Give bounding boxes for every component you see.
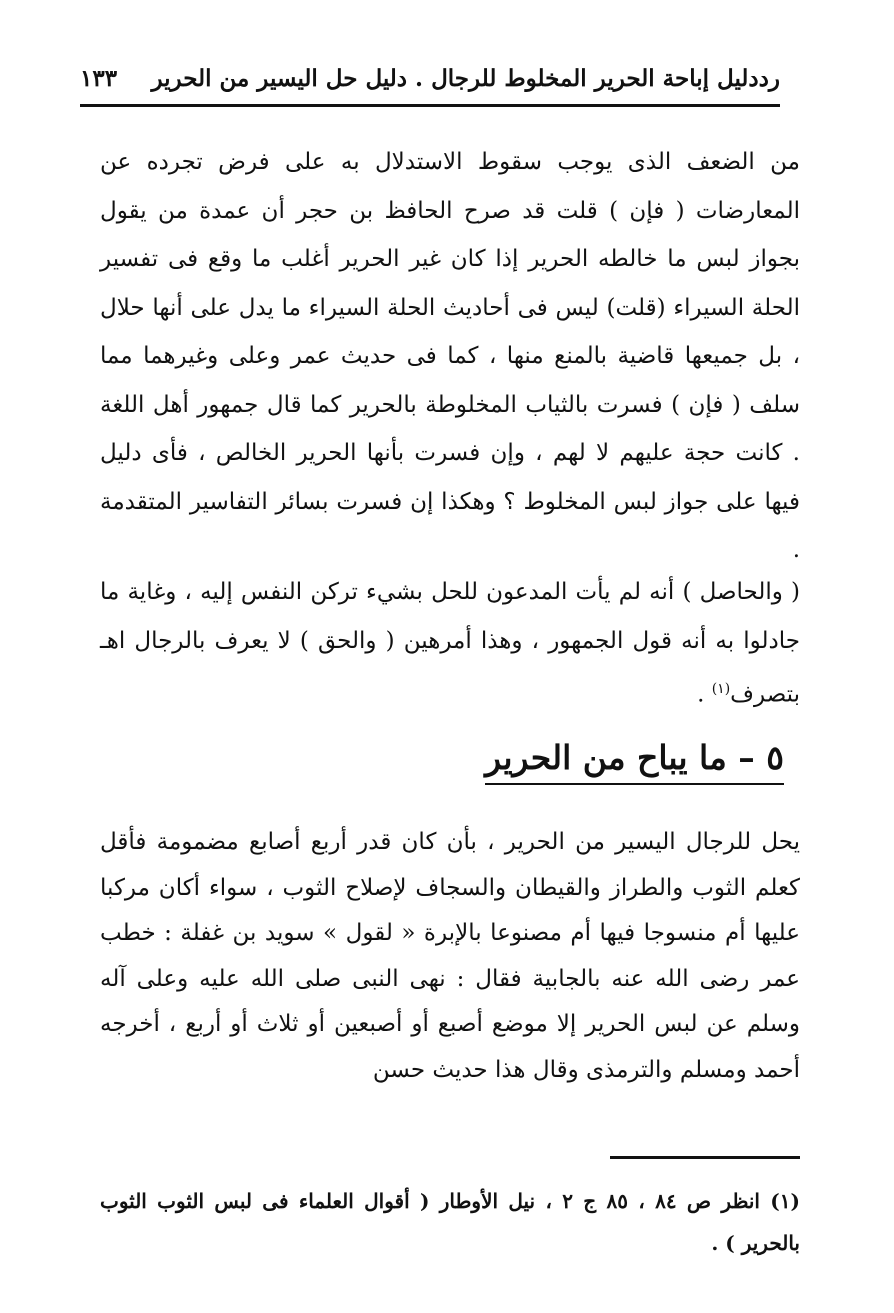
paragraph-2	[100, 568, 800, 719]
footnote-rule	[610, 1156, 800, 1159]
section-heading: ٥ – ما يباح من الحرير	[485, 738, 784, 785]
running-title: رددليل إباحة الحرير المخلوط للرجال . دليل حل اليسير من الحرير	[151, 64, 780, 92]
footnote-marker: (١)	[711, 681, 731, 697]
paragraph-1: من الضعف الذى يوجب سقوط الاستدلال به على فرض تجرده عن المعارضات ( فإن ) قلت قد صرح الحافظ بن حجر أن عمدة من يقول بجواز لبس ما خالطه الحرير إذا كان غير الحرير أغلب ما وقع فى تفسير الحلة السيراء (قلت) ليس فى أحاديث الحلة السيراء ما يدل على أنها حلال ، بل جميعها قاضية بالمنع منها ، كما فى حديث عمر وعلى وغيرهما مما سلف ( فإن ) فسرت بالثياب المخلوطة بالحرير كما قال جمهور أهل اللغة . كانت حجة عليهم لا لهم ، وإن فسرت بأنها الحرير الخالص ، فأى دليل فيها على جواز لبس المخلوط ؟ وهكذا إن فسرت بسائر التفاسير المتقدمة .	[100, 149, 800, 563]
page-header	[80, 58, 780, 98]
paragraph-2-text: ( والحاصل ) أنه لم يأت المدعون للحل بشيء تركن النفس إليه ، وغاية ما جادلوا به أنه قول الجمهور ، وهذا أمرهين ( والحق ) لا يعرف بالرجال اهـ بتصرف	[100, 579, 800, 708]
page-number: ١٣٣	[80, 64, 118, 92]
paragraph-2-end: .	[697, 681, 712, 708]
footnote: (١) انظر ص ٨٤ ، ٨٥ ج ٢ ، نيل الأوطار ( أقوال العلماء فى لبس الثوب الثوب بالحرير ) .	[100, 1189, 800, 1255]
header-rule	[80, 104, 780, 107]
paragraph-3: يحل للرجال اليسير من الحرير ، بأن كان قدر أربع أصابع مضمومة فأقل كعلم الثوب والطراز والقيطان والسجاف لإصلاح الثوب ، سواء أكان مركبا عليها أم منسوجا فيها أم مصنوعا بالإبرة « لقول » سويد بن غفلة : خطب عمر رضى الله عنه بالجابية فقال : نهى النبى صلى الله عليه وعلى آله وسلم عن لبس الحرير إلا موضع أصبع أو أصبعين أو ثلاث أو أربع ، أخرجه أحمد ومسلم والترمذى وقال هذا حديث حسن	[100, 829, 800, 1083]
